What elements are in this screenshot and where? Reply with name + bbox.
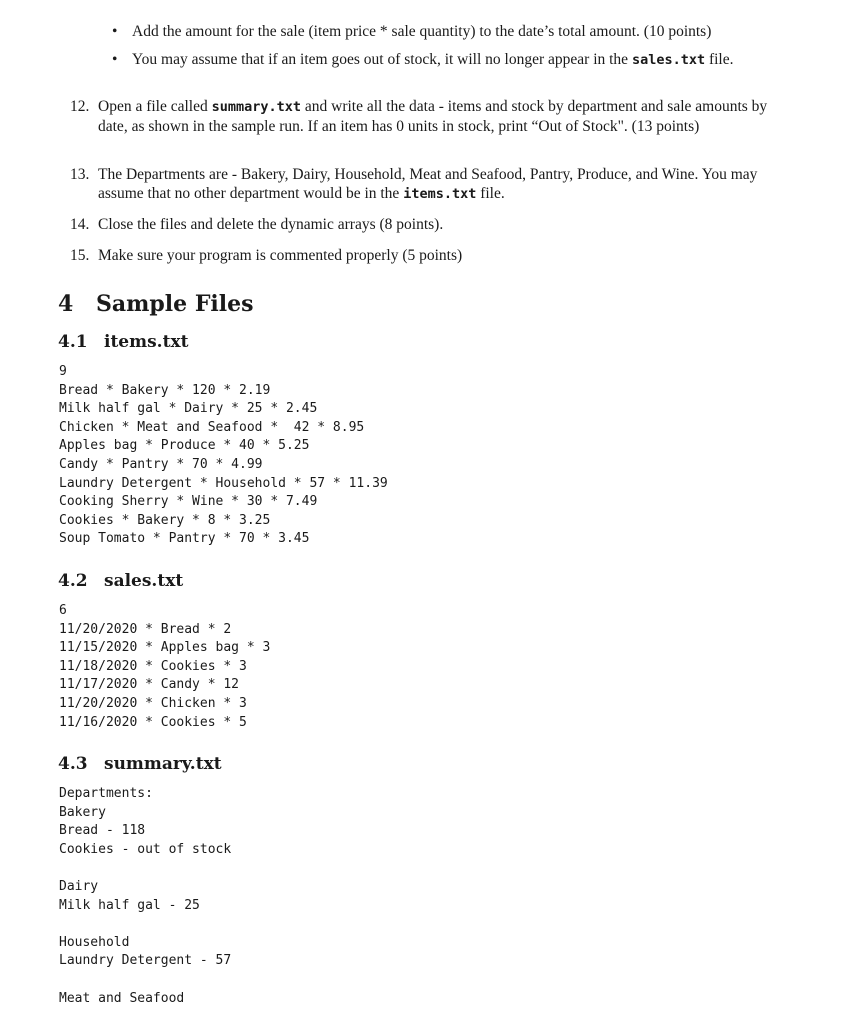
enum-text: Close the files and delete the dynamic arrays (8 points). — [98, 216, 444, 233]
bullet-text: Add the amount for the sale (item price * sale quantity) to the date’s total amount. (10 points) — [132, 23, 712, 40]
code-line: Soup Tomato * Pantry * 70 * 3.45 — [59, 531, 310, 547]
code-line: Laundry Detergent * Household * 57 * 11.39 — [59, 475, 388, 491]
code-line — [59, 859, 231, 878]
code-line: Cooking Sherry * Wine * 30 * 7.49 — [59, 494, 318, 510]
code-line — [59, 971, 231, 990]
code-line: Cookies * Bakery * 8 * 3.25 — [59, 512, 271, 528]
items-file-listing — [59, 363, 388, 549]
bullet-list — [112, 22, 772, 79]
code-line: Meat and Seafood — [59, 990, 185, 1006]
subsection-heading-items: 4.1 items.txt — [58, 332, 189, 352]
bullet-item — [112, 22, 772, 41]
subsection-heading-summary: 4.3 summary.txt — [58, 754, 222, 774]
enum-item-15 — [70, 246, 774, 265]
code-line: Milk half gal - 25 — [59, 897, 200, 913]
bullet-text: You may assume that if an item goes out of stock, it will no longer appear in the sales.txt file. — [132, 51, 734, 68]
code-line: 11/15/2020 * Apples bag * 3 — [59, 640, 271, 656]
enum-item-14 — [70, 215, 774, 234]
enum-text: Make sure your program is commented properly (5 points) — [98, 247, 463, 264]
enum-text: The Departments are - Bakery, Dairy, Household, Meat and Seafood, Pantry, Produce, and Wine. You may assume that no other department would be in the items.txt file. — [98, 166, 758, 202]
code-line: Household — [59, 934, 130, 950]
enum-number: 12. — [70, 98, 90, 115]
code-line: 11/20/2020 * Chicken * 3 — [59, 695, 247, 711]
code-line: 11/20/2020 * Bread * 2 — [59, 621, 232, 637]
code-line: 6 — [59, 603, 67, 618]
code-line: 11/18/2020 * Cookies * 3 — [59, 658, 247, 674]
summary-file-listing — [59, 785, 231, 1008]
enum-item-13 — [70, 165, 774, 204]
enum-number: 14. — [70, 216, 90, 233]
sales-file-listing — [59, 602, 270, 732]
code-line — [59, 915, 231, 934]
enum-number: 13. — [70, 166, 90, 183]
code-line: Cookies - out of stock — [59, 841, 232, 857]
code-line: Milk half gal * Dairy * 25 * 2.45 — [59, 401, 318, 417]
code-line: Chicken * Meat and Seafood * 42 * 8.95 — [59, 419, 365, 435]
bullet-dot-icon: • — [112, 23, 118, 40]
code-line: Bakery — [59, 804, 106, 820]
code-line: Apples bag * Produce * 40 * 5.25 — [59, 438, 310, 454]
code-line: 11/16/2020 * Cookies * 5 — [59, 714, 247, 730]
code-line: 11/17/2020 * Candy * 12 — [59, 677, 240, 693]
code-line: Bread * Bakery * 120 * 2.19 — [59, 382, 271, 398]
code-line: Dairy — [59, 878, 99, 894]
bullet-dot-icon: • — [112, 51, 118, 68]
bullet-item — [112, 50, 772, 70]
code-line: 9 — [59, 364, 67, 379]
code-line: Laundry Detergent - 57 — [59, 953, 232, 969]
code-line: Candy * Pantry * 70 * 4.99 — [59, 456, 263, 472]
code-line: Departments: — [59, 786, 153, 801]
enum-number: 15. — [70, 247, 90, 264]
enum-text: Open a file called summary.txt and write all the data - items and stock by department and sale amounts by date, as shown in the sample run. If an item has 0 units in stock, print “Out of Stock". (13 points) — [98, 98, 768, 135]
section-heading: 4 Sample Files — [58, 291, 254, 317]
subsection-heading-sales: 4.2 sales.txt — [58, 571, 184, 591]
enum-item-12 — [70, 97, 774, 136]
code-line: Bread - 118 — [59, 823, 146, 839]
